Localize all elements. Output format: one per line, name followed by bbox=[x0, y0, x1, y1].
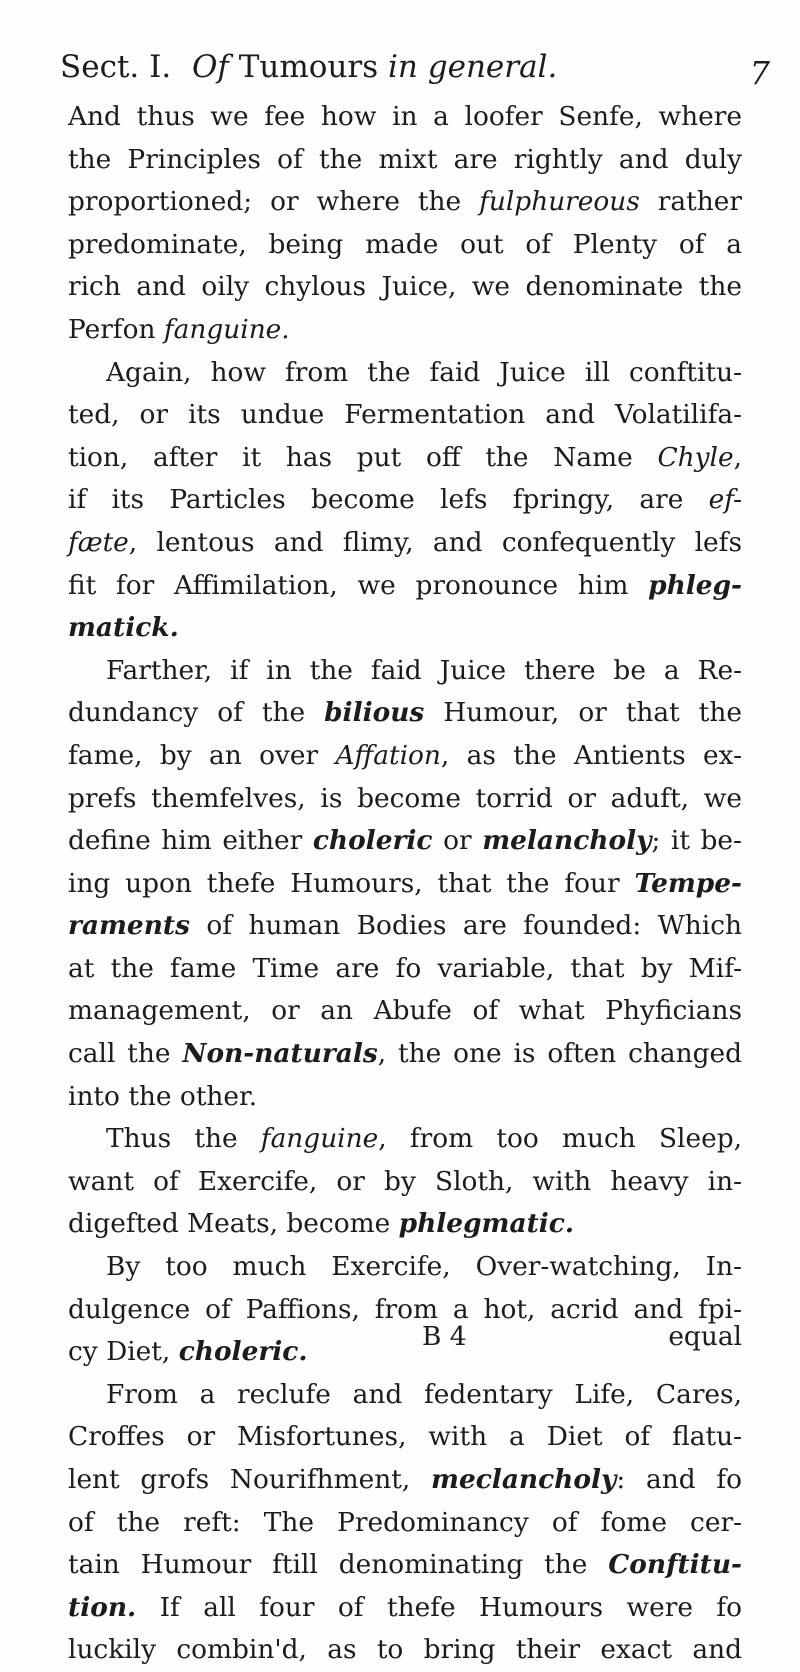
text-run: lent grofs Nourifhment, bbox=[68, 1464, 432, 1495]
text-line bbox=[68, 1246, 742, 1289]
emphasis-text: Conftitu- bbox=[608, 1549, 742, 1581]
text-run: tain Humour ftill denominating the bbox=[68, 1549, 609, 1581]
text-run: if its Particles become lefs fpringy, are bbox=[68, 484, 709, 516]
text-line bbox=[68, 437, 742, 480]
text-line bbox=[68, 778, 742, 821]
running-header bbox=[60, 42, 780, 92]
text-run: proportioned; or where the bbox=[68, 186, 480, 218]
emphasis-text: phlegmatic. bbox=[398, 1208, 575, 1240]
text-line bbox=[68, 139, 742, 182]
text-run: of human Bodies are founded: Which bbox=[189, 910, 742, 942]
text-run: By too much Exercife, Over-watching, In- bbox=[106, 1251, 742, 1283]
emphasis-text: matick. bbox=[68, 612, 179, 644]
text-run: at the fame Time are fo variable, that by Mif- bbox=[68, 952, 742, 984]
text-line bbox=[68, 863, 742, 906]
text-run: of the reft: The Predominancy of fome cer- bbox=[68, 1506, 742, 1538]
text-line bbox=[68, 565, 742, 608]
text-line bbox=[68, 1629, 742, 1672]
text-run: define him either bbox=[68, 825, 313, 857]
emphasis-text: fæte bbox=[68, 526, 129, 558]
text-run: want of Exercife, or by Sloth, with heavy in- bbox=[68, 1165, 742, 1197]
section-label: Sect. I. bbox=[60, 49, 172, 85]
emphasis-text: ef- bbox=[708, 484, 742, 516]
text-run: tion, after it has put off the Name bbox=[68, 441, 658, 473]
text-run: Perfon bbox=[68, 313, 164, 345]
text-line bbox=[68, 990, 742, 1033]
running-title-main: Tumours bbox=[238, 49, 379, 85]
emphasis-text: meclancholy bbox=[431, 1464, 617, 1495]
emphasis-text: choleric bbox=[312, 825, 433, 857]
text-line bbox=[68, 650, 742, 693]
text-run: , as the Antients ex- bbox=[440, 739, 742, 771]
text-run: fit for Affimilation, we pronounce him bbox=[68, 569, 649, 601]
text-run: predominate, being made out of Plenty of a bbox=[68, 228, 742, 260]
emphasis-text: Non-naturals bbox=[182, 1038, 378, 1070]
text-line bbox=[68, 266, 742, 309]
text-line bbox=[68, 479, 742, 522]
text-line bbox=[68, 607, 742, 650]
running-title bbox=[192, 42, 557, 92]
text-run: call the bbox=[68, 1038, 183, 1070]
text-run: fame, by an over bbox=[68, 739, 336, 771]
page-footer bbox=[68, 1316, 742, 1358]
text-line bbox=[68, 1118, 742, 1161]
text-run: or bbox=[432, 825, 483, 857]
text-run: the Principles of the mixt are rightly and duly bbox=[68, 143, 742, 175]
text-line bbox=[68, 1076, 742, 1119]
text-run: cy Diet, bbox=[68, 1336, 179, 1368]
text-run: management, or an Abufe of what Phyficians bbox=[68, 995, 742, 1027]
emphasis-text: melancholy bbox=[482, 825, 652, 857]
text-run: , bbox=[733, 441, 742, 473]
text-line bbox=[68, 1459, 742, 1502]
page-number: 7 bbox=[749, 54, 770, 92]
text-run: dundancy of the bbox=[68, 697, 325, 729]
emphasis-text: raments bbox=[68, 910, 190, 942]
text-line bbox=[68, 1033, 742, 1076]
text-run: If all four of thefe Humours were fo bbox=[136, 1591, 742, 1623]
text-line bbox=[68, 522, 742, 565]
text-run: into the other. bbox=[68, 1080, 258, 1112]
text-line bbox=[68, 1416, 742, 1459]
signature-mark: B 4 bbox=[422, 1321, 467, 1352]
running-title-tail: in general. bbox=[388, 49, 558, 85]
emphasis-text: Tempe- bbox=[634, 867, 742, 899]
emphasis-text: fulphureous bbox=[479, 186, 640, 218]
text-line bbox=[68, 1544, 742, 1587]
text-line bbox=[68, 1502, 742, 1545]
text-run: ; it be- bbox=[651, 825, 742, 857]
text-line bbox=[68, 224, 742, 267]
text-run: Croffes or Misfortunes, with a Diet of flatu- bbox=[68, 1421, 742, 1453]
text-run: , lentous and flimy, and confequently lefs bbox=[128, 526, 742, 558]
text-run: luckily combin'd, as to bring their exact and bbox=[68, 1634, 742, 1666]
text-line bbox=[68, 1161, 742, 1204]
running-title-of: Of bbox=[192, 49, 229, 85]
emphasis-text: Affation bbox=[335, 739, 441, 771]
emphasis-text: choleric. bbox=[178, 1336, 308, 1368]
text-run: Farther, if in the faid Juice there be a Re- bbox=[106, 654, 742, 686]
text-run: dulgence of Paffions, from a hot, acrid and fpi- bbox=[68, 1293, 742, 1325]
text-run: And thus we fee how in a loofer Senfe, where bbox=[68, 101, 742, 132]
text-line bbox=[68, 735, 742, 778]
text-run: rich and oily chylous Juice, we denominate the bbox=[68, 271, 742, 303]
text-run: ted, or its undue Fermentation and Volatilifa- bbox=[68, 399, 742, 431]
emphasis-text: Chyle bbox=[657, 441, 734, 473]
emphasis-text: phleg- bbox=[648, 569, 742, 601]
text-line bbox=[68, 1203, 742, 1246]
text-line bbox=[68, 1587, 742, 1630]
text-run: rather bbox=[639, 186, 742, 218]
text-line bbox=[68, 96, 742, 139]
text-run: From a reclufe and fedentary Life, Cares, bbox=[106, 1378, 742, 1410]
emphasis-text: bilious bbox=[324, 697, 425, 729]
text-line bbox=[68, 181, 742, 224]
text-line bbox=[68, 948, 742, 991]
text-line bbox=[68, 309, 742, 352]
text-run: Thus the bbox=[106, 1123, 261, 1155]
text-line bbox=[68, 352, 742, 395]
text-run: , the one is often changed bbox=[377, 1038, 742, 1070]
text-run: , from too much Sleep, bbox=[378, 1123, 743, 1155]
emphasis-text: tion. bbox=[68, 1591, 137, 1623]
text-line bbox=[68, 394, 742, 437]
text-line bbox=[68, 905, 742, 948]
text-run: prefs themfelves, is become torrid or aduft, we bbox=[68, 782, 742, 814]
body-text bbox=[68, 96, 742, 1672]
catchword: equal bbox=[668, 1321, 742, 1352]
text-line bbox=[68, 1374, 742, 1417]
text-run: digefted Meats, become bbox=[68, 1208, 399, 1240]
text-run: : and fo bbox=[616, 1464, 742, 1495]
text-line bbox=[68, 692, 742, 735]
text-run: Humour, or that the bbox=[424, 697, 742, 729]
text-run: ing upon thefe Humours, that the four bbox=[68, 867, 635, 899]
text-line bbox=[68, 820, 742, 863]
text-run: Again, how from the faid Juice ill conftitu- bbox=[106, 356, 742, 388]
emphasis-text: fanguine bbox=[260, 1123, 379, 1155]
emphasis-text: fanguine. bbox=[163, 313, 290, 345]
